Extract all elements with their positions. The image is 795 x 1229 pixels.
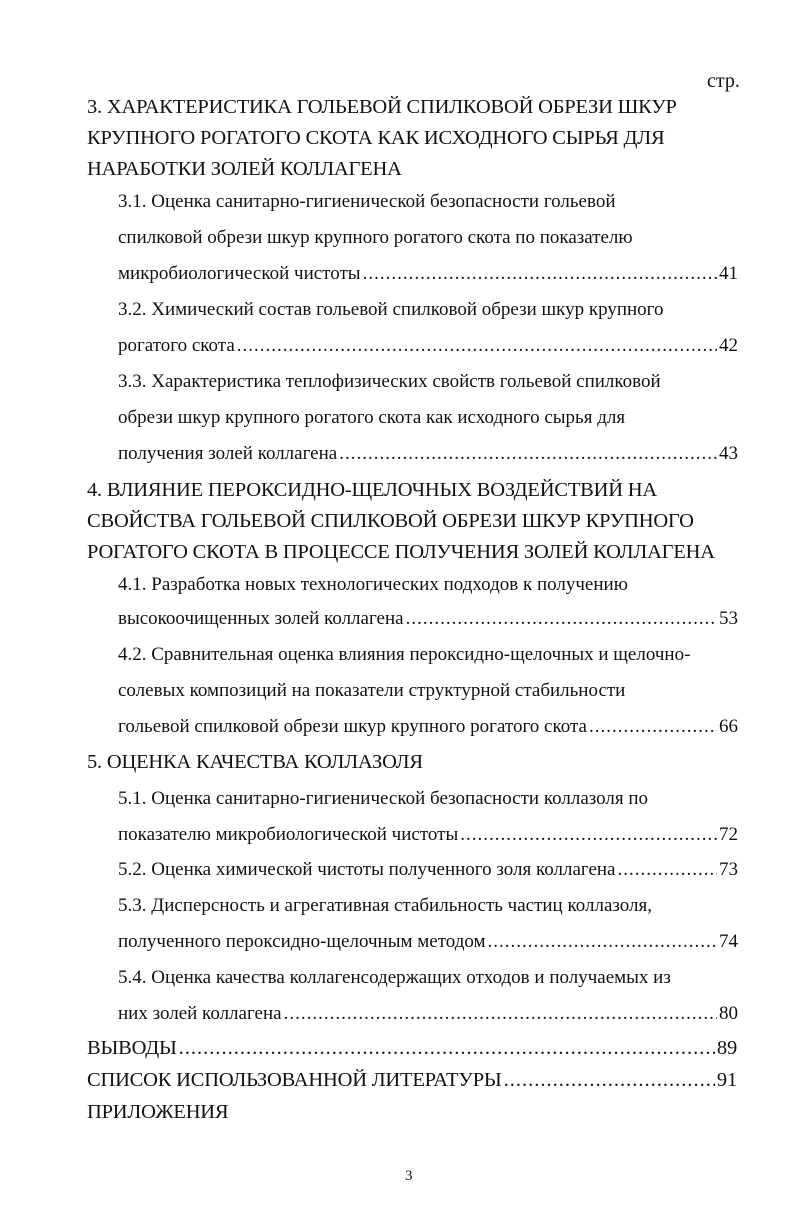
page-label: стр. [707, 70, 740, 92]
entry-page: 72 [719, 824, 738, 845]
entry-title: них золей коллагена [118, 1003, 282, 1024]
heading-line: КРУПНОГО РОГАТОГО СКОТА КАК ИСХОДНОГО СЫРЬЯ ДЛЯ [87, 127, 665, 149]
entry-title: ВЫВОДЫ [87, 1037, 177, 1059]
heading-line: 3. ХАРАКТЕРИСТИКА ГОЛЬЕВОЙ СПИЛКОВОЙ ОБРЕЗИ ШКУР [87, 96, 677, 118]
entry-page: 89 [716, 1037, 737, 1059]
entry-title: полученного пероксидно-щелочным методом [118, 931, 486, 952]
entry-title: показателю микробиологической чистоты [118, 824, 459, 845]
entry-title: гольевой спилковой обрези шкур крупного рогатого скота [118, 716, 587, 737]
entry-page: 74 [719, 931, 738, 952]
entry-page: 53 [719, 608, 738, 629]
dot-leader [460, 822, 717, 848]
entry-line: солевых композиций на показатели структурной стабильности [118, 680, 626, 701]
heading-line: СВОЙСТВА ГОЛЬЕВОЙ СПИЛКОВОЙ ОБРЕЗИ ШКУР КРУПНОГО [87, 510, 694, 532]
entry-title: микробиологической чистоты [118, 263, 361, 284]
dot-leader [284, 1001, 717, 1027]
entry-line: 4.1. Разработка новых технологических подходов к получению [118, 574, 628, 595]
entry-title: 5.2. Оценка химической чистоты полученного золя коллагена [118, 859, 616, 880]
entry-line: 5.4. Оценка качества коллагенсодержащих отходов и получаемых из [118, 967, 671, 988]
toc-entry-conclusions [87, 1035, 737, 1061]
entry-leader-line [118, 1001, 738, 1027]
entry-page: 66 [719, 716, 738, 737]
dot-leader [237, 333, 717, 359]
dot-leader [179, 1035, 715, 1061]
dot-leader [488, 929, 717, 955]
toc-entry-references [87, 1067, 737, 1093]
entry-leader-line [118, 261, 738, 287]
entry-title: СПИСОК ИСПОЛЬЗОВАННОЙ ЛИТЕРАТУРЫ [87, 1069, 502, 1091]
dot-leader [363, 261, 717, 287]
entry-page: 42 [719, 335, 738, 356]
heading-line: 4. ВЛИЯНИЕ ПЕРОКСИДНО-ЩЕЛОЧНЫХ ВОЗДЕЙСТВИЙ НА [87, 479, 657, 501]
entry-line: 5.1. Оценка санитарно-гигиенической безопасности коллазоля по [118, 788, 649, 809]
entry-page: 80 [719, 1003, 738, 1024]
entry-page: 41 [719, 263, 738, 284]
entry-title: высокоочищенных золей коллагена [118, 608, 404, 629]
dot-leader [339, 441, 717, 467]
entry-leader-line [118, 441, 738, 467]
entry-leader-line [118, 606, 738, 632]
toc-entry-appendices: ПРИЛОЖЕНИЯ [87, 1101, 229, 1123]
section-5-heading: 5. ОЦЕНКА КАЧЕСТВА КОЛЛАЗОЛЯ [87, 751, 423, 773]
entry-title: рогатого скота [118, 335, 235, 356]
entry-leader-line [118, 714, 738, 740]
entry-page: 91 [716, 1069, 737, 1091]
dot-leader [617, 857, 717, 883]
dot-leader [406, 606, 717, 632]
dot-leader [504, 1067, 715, 1093]
entry-line: обрези шкур крупного рогатого скота как исходного сырья для [118, 407, 626, 428]
entry-line: 3.2. Химический состав гольевой спилковой обрези шкур крупного [118, 299, 664, 320]
entry-line: 5.3. Дисперсность и агрегативная стабильность частиц коллазоля, [118, 895, 652, 916]
entry-line: спилковой обрези шкур крупного рогатого скота по показателю [118, 227, 633, 248]
page-number: 3 [405, 1168, 413, 1184]
entry-line: 3.3. Характеристика теплофизических свойств гольевой спилковой [118, 371, 661, 392]
entry-leader-line [118, 333, 738, 359]
entry-title: получения золей коллагена [118, 443, 338, 464]
entry-leader-line [118, 857, 738, 883]
entry-leader-line [118, 929, 738, 955]
heading-line: РОГАТОГО СКОТА В ПРОЦЕССЕ ПОЛУЧЕНИЯ ЗОЛЕЙ КОЛЛАГЕНА [87, 541, 715, 563]
entry-page: 73 [719, 859, 738, 880]
entry-leader-line [118, 822, 738, 848]
heading-line: НАРАБОТКИ ЗОЛЕЙ КОЛЛАГЕНА [87, 158, 402, 180]
dot-leader [589, 714, 717, 740]
entry-line: 4.2. Сравнительная оценка влияния пероксидно-щелочных и щелочно- [118, 644, 691, 665]
entry-line: 3.1. Оценка санитарно-гигиенической безопасности гольевой [118, 191, 616, 212]
entry-page: 43 [719, 443, 738, 464]
